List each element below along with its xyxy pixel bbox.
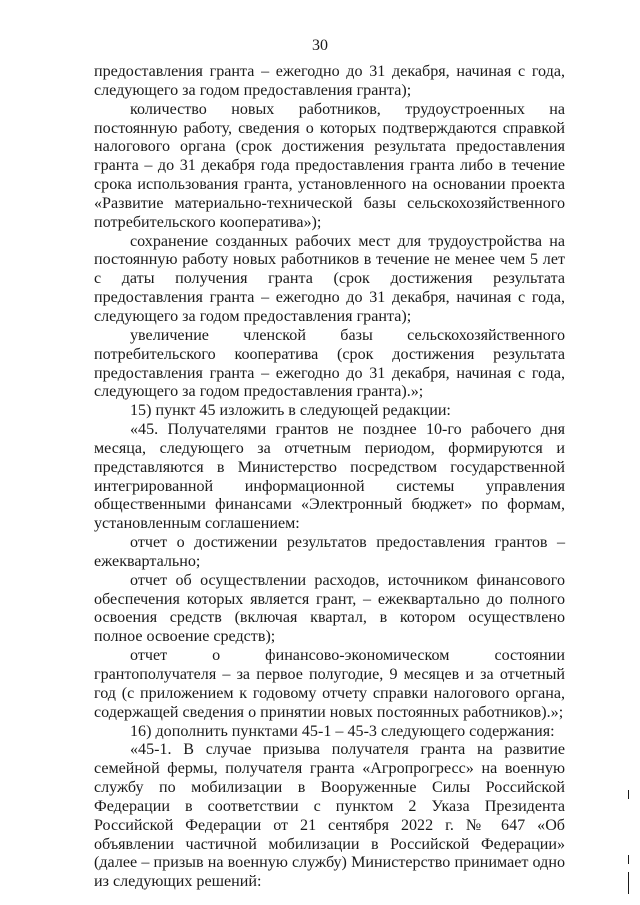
margin-mark [628,790,629,799]
paragraph-10: 16) дополнить пунктами 45-1 – 45-3 следующего содержания: [130,722,555,740]
paragraph-8: отчет об осуществлении расходов, источником финансового обеспечения которых является грант, – ежеквартально до полного освоения средств (включая квартал, в котором осуществлено полное освоение средств); [94,571,565,646]
paragraph-6: «45. Получателями грантов не позднее 10-го рабочего дня месяца, следующего за отчетным периодом, формируются и представляются в Министерство посредством государственной интегрированной информационной системы управления общественными финансами «Электронный бюджет» по формам, установленным соглашением: [94,421,565,533]
paragraph-9: отчет о финансово-экономическом состоянии грантополучателя – за первое полугодие, 9 месяцев и за отчетный год (с приложением к годовому отчету справки налогового органа, содержащей сведения о принятии новых постоянных работников).»; [94,647,565,721]
margin-mark [628,872,629,894]
paragraph-4: увеличение членской базы сельскохозяйственного потребительского кооператива (срок достижения результата предоставления гранта – ежегодно до 31 декабря, начиная с года, следующего за годом предоставления гранта).»; [94,326,565,401]
margin-mark [628,855,629,864]
paragraph-11: «45-1. В случае призыва получателя гранта на развитие семейной фермы, получателя гранта «Агропрогресс» на военную службу по мобилизации в Вооруженные Силы Российской Федерации в соответствии с пунктом 2 Указа Президента Российской Федерации от 21 сентября 2022 г. № 647 «Об объявлении частичной мобилизации в Российской Федерации» (далее – призыв на военную службу) Министерство принимает одно из следующих решений: [94,741,565,891]
paragraph-1: предоставления гранта – ежегодно до 31 декабря, начиная с года, следующего за годом предоставления гранта); [94,63,565,99]
paragraph-7: отчет о достижении результатов предоставления грантов – ежеквартально; [94,534,565,570]
paragraph-5: 15) пункт 45 изложить в следующей редакции: [130,402,451,420]
paragraph-2: количество новых работников, трудоустроенных на постоянную работу, сведения о которых подтверждаются справкой налогового органа (срок достижения результата предоставления гранта – до 31 декабря года предоставления гранта либо в течение срока использования гранта, установленного на основании проекта «Развитие материально-технической базы сельскохозяйственного потребительского кооператива»); [94,100,565,231]
document-body [94,63,565,892]
page-number: 30 [312,37,328,54]
paragraph-3: сохранение созданных рабочих мест для трудоустройства на постоянную работу новых работников в течение не менее чем 5 лет с даты получения гранта (срок достижения результата предоставления гранта – ежегодно до 31 декабря, начиная с года, следующего за годом предоставления гранта); [94,232,565,325]
